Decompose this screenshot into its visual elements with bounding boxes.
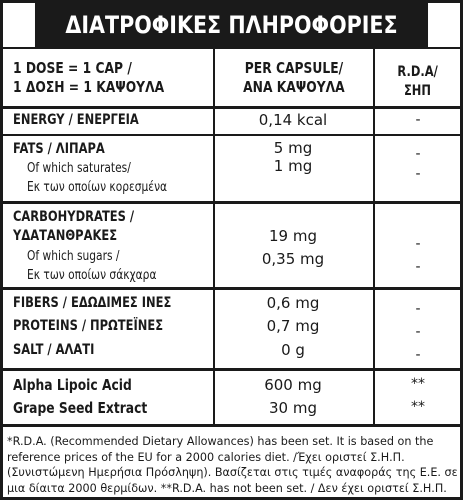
footnote-text: *R.D.A. (Recommended Dietary Allowances) has been set. It is based on the reference prices of the EU for a 2000 calories diet. /Έχει οριστεί Σ.Η.Π. (Συνιστώμενη Ημερήσια Πρόσληψη). Βασίζεται στις τιμές αναφοράς της Ε.Ε. σε μια δίαιτα 2000 θερμίδων. **R.D.A. has not been set. / Δεν έχει οριστεί Σ.Η.Π. xyxy=(7,435,458,495)
panel-title-text: ΔΙΑΤΡΟΦΙΚΕΣ ΠΛΗΡΟΦΟΡΙΕΣ xyxy=(65,11,398,39)
row-salt-label: SALT / ΑΛΑΤΙ xyxy=(13,342,95,358)
header-dose-label: 1 DOSE = 1 CAP / 1 ΔΟΣΗ = 1 ΚΑΨΟΥΛΑ xyxy=(13,59,165,96)
row-fibers-label: FIBERS / ΕΔΩΔΙΜΕΣ ΙΝΕΣ xyxy=(13,295,172,311)
row-energy-value: 0,14 kcal xyxy=(258,111,328,129)
row-carbs-label: CARBOHYDRATES / ΥΔΑΤΑΝΘΡΑΚΕΣ xyxy=(13,209,135,244)
row-proteins-label: PROTEINS / ΠΡΩΤΕΪΝΕΣ xyxy=(13,318,164,334)
row-energy-label: ENERGY / ΕΝΕΡΓΕΙΑ xyxy=(13,112,139,128)
row-fibers-value: 0,6 mg xyxy=(266,294,320,312)
row-saturates-rda: - xyxy=(415,166,421,182)
row-fats-rda: - xyxy=(415,146,421,162)
row-grape-seed-label: Grape Seed Extract xyxy=(13,399,148,417)
row-grape-seed-rda: ** xyxy=(411,399,425,415)
row-saturates-value: 1 mg xyxy=(273,157,313,175)
divider-fats xyxy=(3,201,460,204)
divider-extracts xyxy=(3,424,460,427)
row-energy-rda: - xyxy=(415,112,421,128)
panel-title xyxy=(35,3,428,47)
row-fats-label: FATS / ΛΙΠΑΡΑ xyxy=(13,141,105,157)
header-per-capsule: PER CAPSULE/ ΑΝΑ ΚΑΨΟΥΛΑ xyxy=(243,59,345,96)
row-carbs-value: 19 mg xyxy=(269,227,317,245)
row-grape-seed-value: 30 mg xyxy=(269,399,317,417)
divider-salt xyxy=(3,368,460,371)
row-proteins-rda: - xyxy=(415,324,421,340)
divider-energy xyxy=(3,134,460,136)
column-divider-2 xyxy=(373,47,375,425)
divider-carbs xyxy=(3,287,460,290)
row-fibers-rda: - xyxy=(415,301,421,317)
row-salt-rda: - xyxy=(415,347,421,363)
row-alpha-lipoic-rda: ** xyxy=(411,376,425,392)
row-sugars-label: Of which sugars / Εκ των οποίων σάκχαρα xyxy=(27,249,157,283)
row-sugars-rda: - xyxy=(415,259,421,275)
row-salt-value: 0 g xyxy=(281,341,305,359)
header-rda: R.D.A/ ΣΗΠ xyxy=(397,64,438,99)
row-fats-value: 5 mg xyxy=(273,139,313,157)
row-carbs-rda: - xyxy=(415,236,421,252)
row-alpha-lipoic-label: Alpha Lipoic Acid xyxy=(13,376,132,394)
divider-title xyxy=(3,47,460,49)
row-proteins-value: 0,7 mg xyxy=(266,317,320,335)
row-saturates-label: Of which saturates/ Εκ των οποίων κορεσμένα xyxy=(27,161,168,195)
row-alpha-lipoic-value: 600 mg xyxy=(264,376,322,394)
divider-header xyxy=(3,106,460,109)
row-sugars-value: 0,35 mg xyxy=(261,250,325,268)
